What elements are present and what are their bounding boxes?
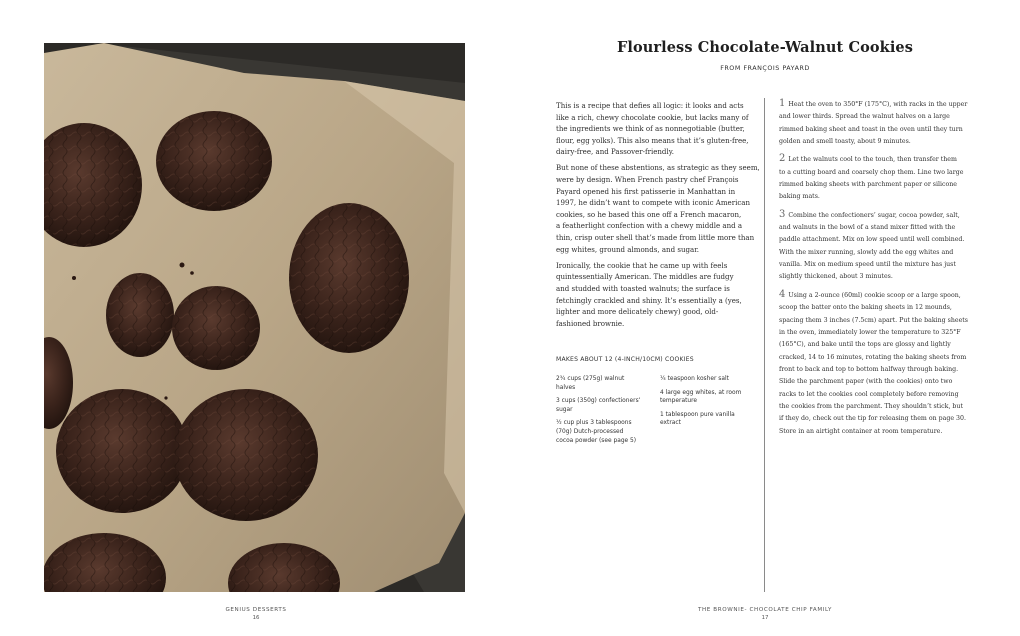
recipe-step: 1 Heat the oven to 350°F (175°C), with racks in the upper and lower thirds. Spread the walnut halves on a large rimmed baking sheet and toast in the oven until they turn golden and smell toasty, about 9 minutes. [779, 98, 968, 146]
recipe-intro [556, 100, 760, 334]
step-number: 4 [779, 288, 786, 300]
intro-paragraph: But none of these abstentions, as strategic as they seem, were by design. When French pastry chef François Payard opened his first patisserie in Manhattan in 1997, he didn’t want to compete with iconic American cookies, so he based this one off a French macaron, a featherlight confection with a chewy middle and a thin, crisp outer shell that’s made from little more than egg whites, ground almonds, and sugar. [556, 163, 760, 254]
recipe-step: 4 Using a 2-ounce (60ml) cookie scoop or a large spoon, scoop the batter onto the baking sheets in 12 mounds, spacing them 3 inches (7.5cm) apart. Put the baking sheets in the oven, immediately lower the temperature to 325°F (165°C), and bake until the tops are glossy and lightly cracked, 14 to 16 minutes, rotating the baking sheets from front to back and top to bottom halfway through baking. Slide the parchment paper (with the cookies) onto two racks to let the cookies cool completely before removing the cookies from the parchment. They shouldn’t stick, but if they do, check out the tip for releasing them on page 30. Store in an airtight container at room temperature. [779, 288, 968, 435]
yield-heading: MAKES ABOUT 12 (4-INCH/10CM) COOKIES [556, 356, 694, 363]
page-number: 16 [252, 615, 260, 621]
cookie [174, 389, 318, 521]
ingredient: ¼ teaspoon kosher salt [660, 376, 729, 382]
cookie [156, 111, 272, 211]
ingredients-list-left [556, 375, 652, 450]
recipe-title: Flourless Chocolate-Walnut Cookies [616, 39, 914, 56]
book-title: GENIUS DESSERTS [225, 607, 287, 613]
cookie [289, 203, 409, 353]
ingredient: ½ cup plus 3 tablespoons (70g) Dutch-processed cocoa powder (see page 5) [556, 420, 637, 444]
ingredient: 3 cups (350g) confectioners’ sugar [556, 398, 641, 413]
step-number: 2 [779, 153, 786, 165]
cookie [56, 389, 188, 513]
cookie-photo-illustration [44, 43, 465, 592]
recipe-steps [779, 98, 979, 443]
cookie [106, 273, 174, 357]
step-number: 3 [779, 208, 786, 220]
folio-right [690, 606, 840, 622]
ingredient: 1 tablespoon pure vanilla extract [660, 411, 735, 427]
page-number: 17 [761, 615, 769, 621]
recipe-step: 3 Combine the confectioners’ sugar, cocoa powder, salt, and walnuts in the bowl of a stand mixer fitted with the paddle attachment. Mix on low speed until well combined. With the mixer running, slowly add the egg whites and vanilla. Mix on medium speed until the mixture has just slightly thickened, about 3 minutes. [779, 208, 965, 281]
recipe-source: FROM FRANÇOIS PAYARD [720, 64, 810, 72]
intro-paragraph: This is a recipe that defies all logic: it looks and acts like a rich, chewy chocolate cookie, but lacks many of the ingredients we think of as nonnegotiable (butter, flour, egg yolks). This also means that it’s gluten-free, dairy-free, and Passover-friendly. [556, 101, 749, 157]
ingredients-list-right [660, 375, 756, 433]
ingredient: 2¾ cups (275g) walnut halves [556, 376, 625, 391]
folio-left [196, 606, 316, 622]
intro-paragraph: Ironically, the cookie that he came up with feels quintessentially American. The middles are fudgy and studded with toasted walnuts; the surface is fetchingly crackled and shiny. It’s essentially a (yes, lighter and more delicately chewy) good, old- fashioned brownie. [556, 260, 742, 328]
chapter-title: THE BROWNIE- CHOCOLATE CHIP FAMILY [697, 607, 833, 613]
step-number: 1 [779, 98, 786, 109]
column-divider [764, 98, 765, 592]
cookie-photo [44, 43, 465, 592]
cookie [172, 286, 260, 370]
recipe-step: 2 Let the walnuts cool to the touch, then transfer them to a cutting board and coarsely chop them. Line two large rimmed baking sheets with parchment paper or silicone baking mats. [779, 153, 964, 201]
ingredient: 4 large egg whites, at room temperature [660, 389, 742, 405]
